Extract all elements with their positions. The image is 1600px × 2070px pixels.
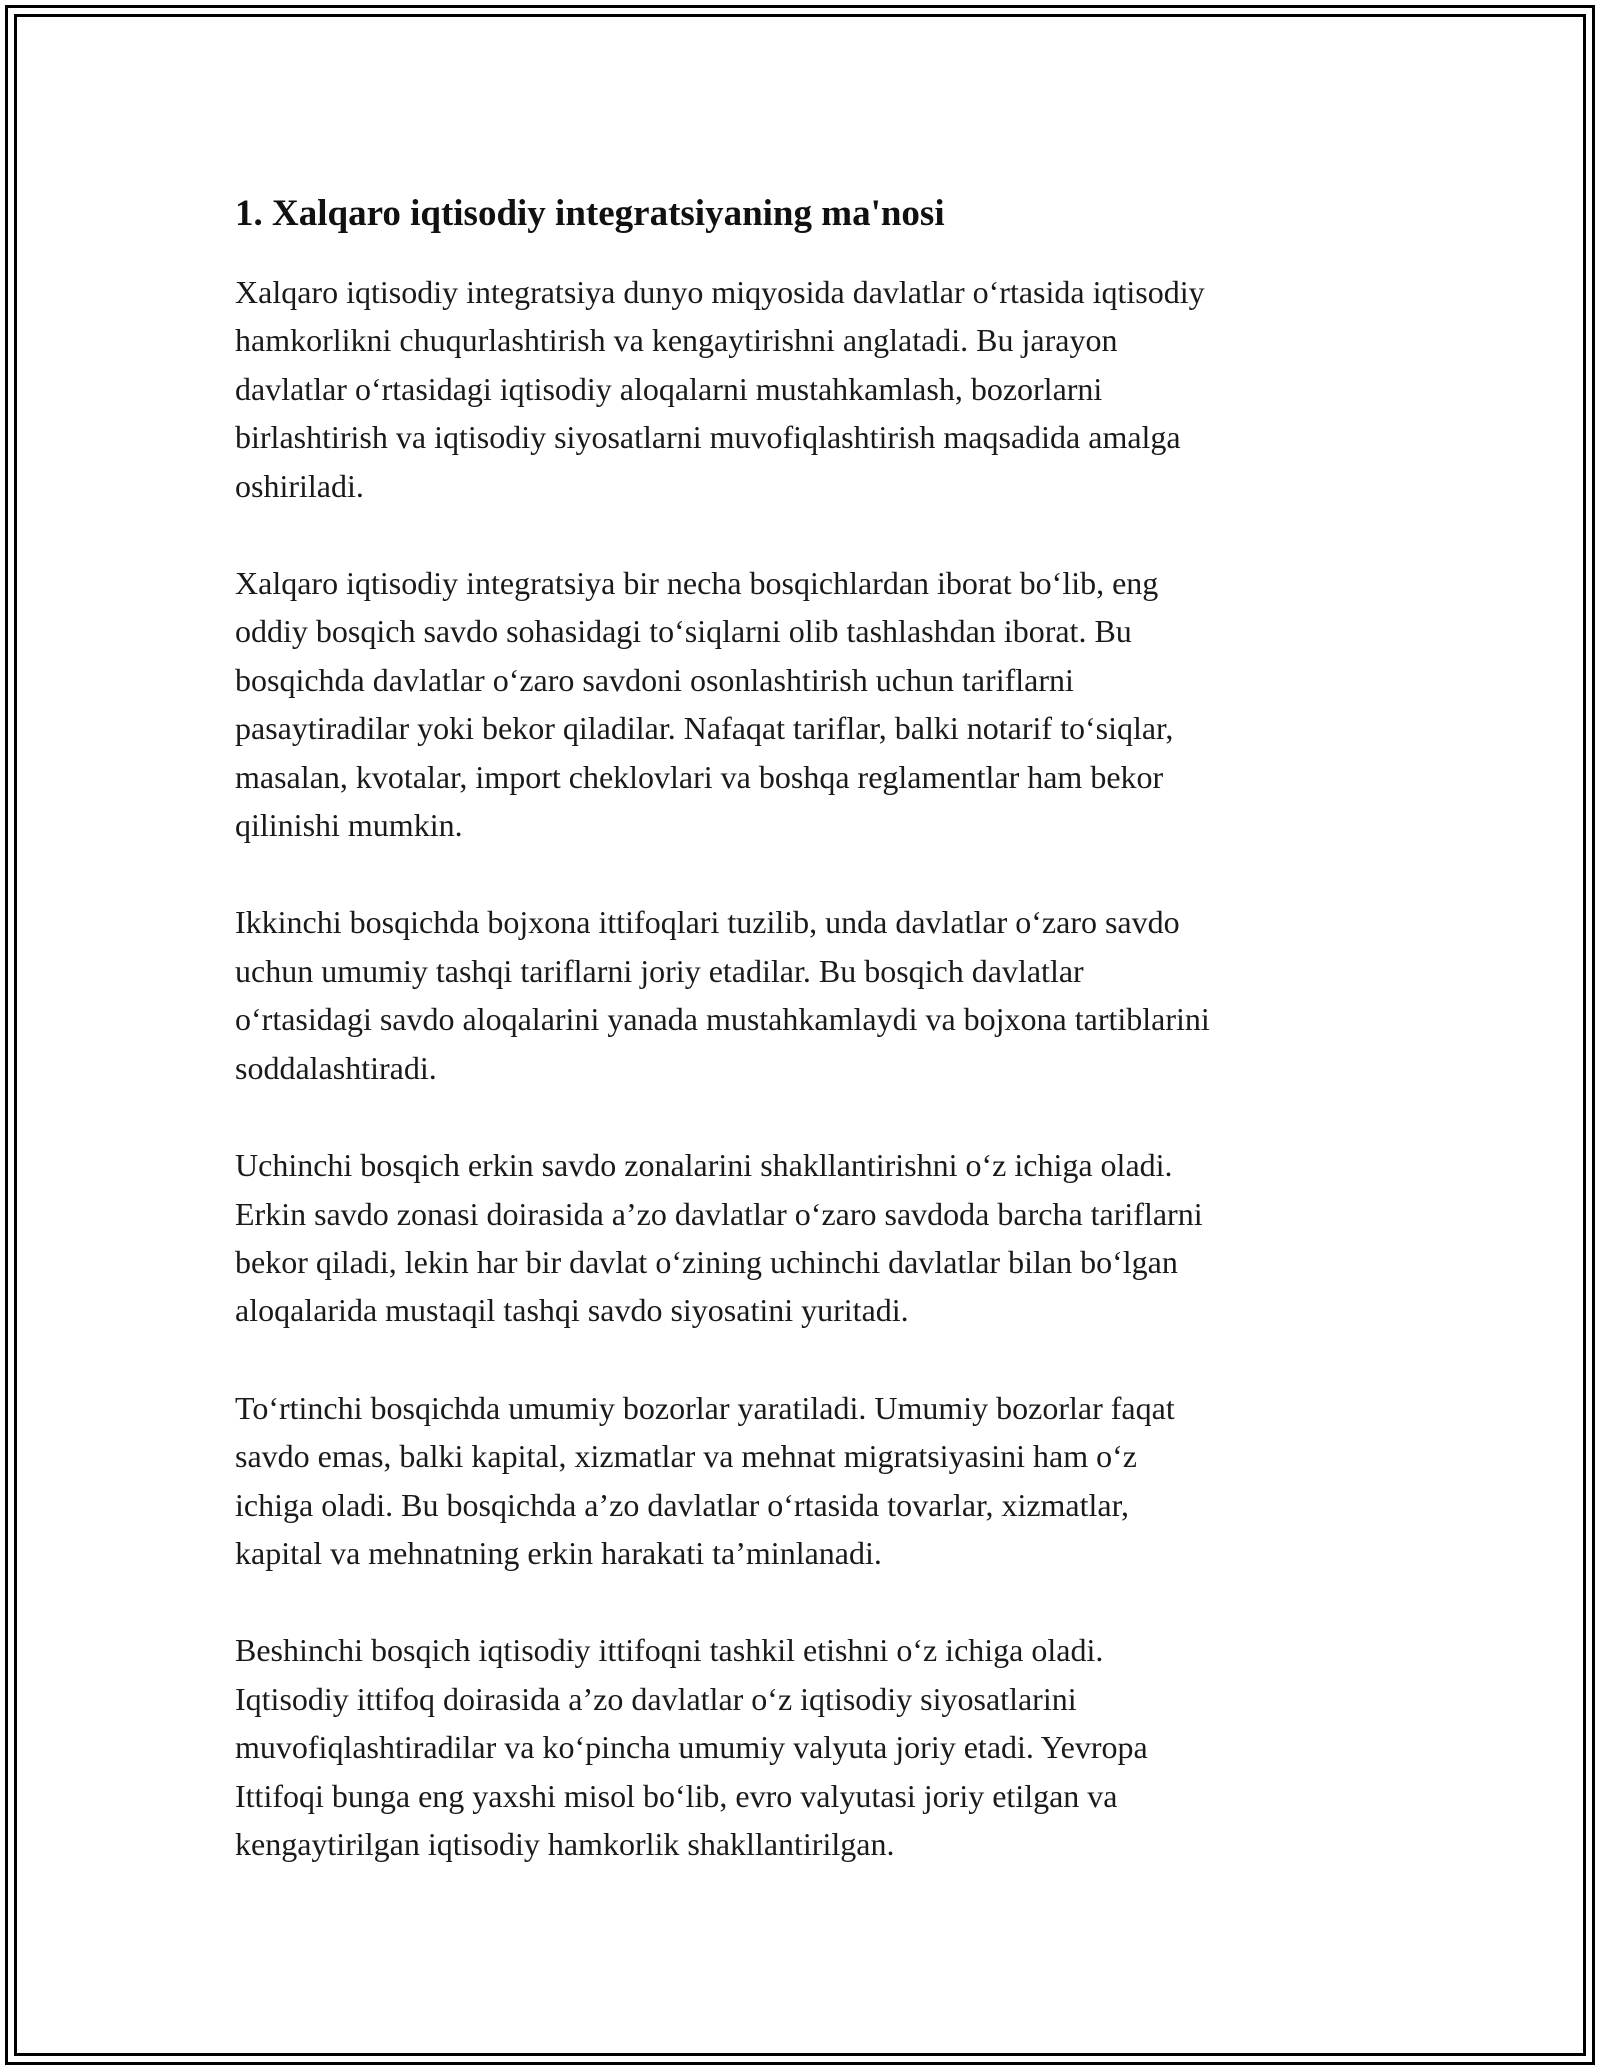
text-line: Toʻrtinchi bosqichda umumiy bozorlar yaratiladi. Umumiy bozorlar faqat — [235, 1389, 1175, 1426]
paragraph-meaning — [235, 268, 1365, 510]
text-line: birlashtirish va iqtisodiy siyosatlarni muvofiqlashtirish maqsadida amalga — [235, 419, 1181, 456]
text-line: aloqalarida mustaqil tashqi savdo siyosatini yuritadi. — [235, 1292, 909, 1329]
text-line: masalan, kvotalar, import cheklovlari va boshqa reglamentlar ham bekor — [235, 758, 1164, 795]
text-line: kapital va mehnatning erkin harakati ta’minlanadi. — [235, 1534, 882, 1571]
text-line: uchun umumiy tashqi tariflarni joriy etadilar. Bu bosqich davlatlar — [235, 952, 1084, 989]
text-line: pasaytiradilar yoki bekor qiladilar. Nafaqat tariflar, balki notarif toʻsiqlar, — [235, 710, 1174, 747]
text-line: Beshinchi bosqich iqtisodiy ittifoqni tashkil etishni oʻz ichiga oladi. — [235, 1632, 1104, 1669]
text-line: bekor qiladi, lekin har bir davlat oʻzining uchinchi davlatlar bilan boʻlgan — [235, 1243, 1178, 1280]
text-line: Xalqaro iqtisodiy integratsiya bir necha bosqichlardan iborat boʻlib, eng — [235, 565, 1159, 602]
text-line: oddiy bosqich savdo sohasidagi toʻsiqlarni olib tashlashdan iborat. Bu — [235, 613, 1132, 650]
text-line: Iqtisodiy ittifoq doirasida a’zo davlatlar oʻz iqtisodiy siyosatlarini — [235, 1680, 1077, 1717]
text-line: oʻrtasidagi savdo aloqalarini yanada mustahkamlaydi va bojxona tartiblarini — [235, 1001, 1210, 1038]
document-body — [235, 188, 1365, 1917]
text-line: qilinishi mumkin. — [235, 807, 463, 844]
text-line: muvofiqlashtiradilar va koʻpincha umumiy valyuta joriy etadi. Yevropa — [235, 1729, 1148, 1766]
text-line: davlatlar oʻrtasidagi iqtisodiy aloqalarni mustahkamlash, bozorlarni — [235, 370, 1103, 407]
text-line: kengaytirilgan iqtisodiy hamkorlik shakllantirilgan. — [235, 1825, 895, 1862]
paragraph-second-stage — [235, 898, 1365, 1092]
text-line: Ittifoqi bunga eng yaxshi misol boʻlib, evro valyutasi joriy etilgan va — [235, 1777, 1118, 1814]
text-line: ichiga oladi. Bu bosqichda a’zo davlatlar oʻrtasida tovarlar, xizmatlar, — [235, 1486, 1129, 1523]
text-line: bosqichda davlatlar oʻzaro savdoni osonlashtirish uchun tariflarni — [235, 661, 1074, 698]
paragraph-fifth-stage — [235, 1626, 1365, 1868]
text-line: soddalashtiradi. — [235, 1049, 437, 1086]
paragraph-first-stage — [235, 559, 1365, 849]
text-line: oshiriladi. — [235, 467, 364, 504]
text-line: Uchinchi bosqich erkin savdo zonalarini shakllantirishni oʻz ichiga oladi. — [235, 1147, 1173, 1184]
section-title: 1. Xalqaro iqtisodiy integratsiyaning ma'nosi — [235, 193, 945, 234]
text-line: Xalqaro iqtisodiy integratsiya dunyo miqyosida davlatlar oʻrtasida iqtisodiy — [235, 274, 1205, 310]
text-line: Ikkinchi bosqichda bojxona ittifoqlari tuzilib, unda davlatlar oʻzaro savdo — [235, 904, 1180, 941]
paragraph-fourth-stage — [235, 1384, 1365, 1578]
text-line: savdo emas, balki kapital, xizmatlar va mehnat migratsiyasini ham oʻz — [235, 1438, 1137, 1475]
paragraph-third-stage — [235, 1141, 1365, 1335]
text-line: hamkorlikni chuqurlashtirish va kengaytirishni anglatadi. Bu jarayon — [235, 322, 1118, 359]
text-line: Erkin savdo zonasi doirasida a’zo davlatlar oʻzaro savdoda barcha tariflarni — [235, 1195, 1203, 1232]
